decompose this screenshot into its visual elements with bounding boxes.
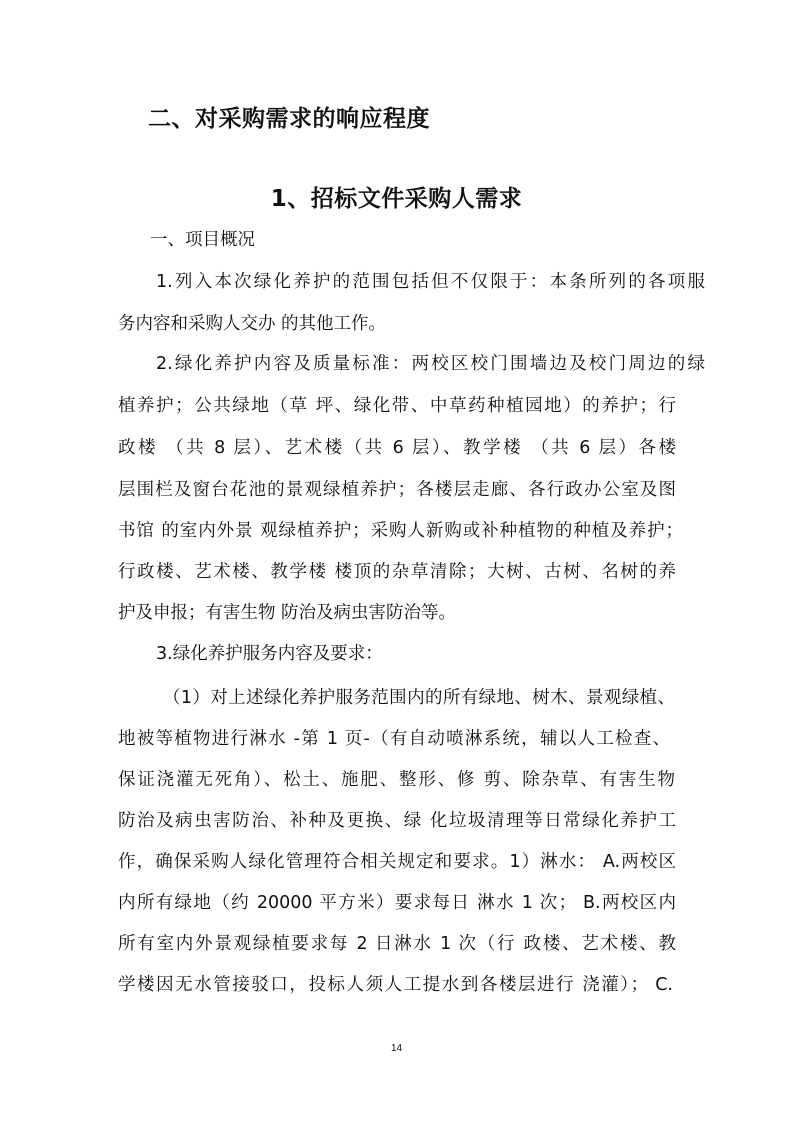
text-line: 务内容和采购人交办 的其他工作。 — [118, 314, 387, 334]
text-line: 层围栏及窗台花池的景观绿植养护；各楼层走廊、各行政办公室及图 — [118, 480, 676, 500]
text-line: 行政楼、艺术楼、教学楼 楼顶的杂草清除；大树、古树、名树的养 — [118, 562, 676, 582]
text-line: 2.绿化养护内容及质量标准：两校区校门围墙边及校门周边的绿 — [156, 354, 705, 374]
text-line: 防治及病虫害防治、补种及更换、绿 化垃圾清理等日常绿化养护工 — [118, 811, 676, 831]
text-line: 所有室内外景观绿植要求每 2 日淋水 1 次（行 政楼、艺术楼、教 — [118, 934, 676, 954]
section-title: 二、对采购需求的响应程度 — [148, 106, 430, 132]
text-line: 3.绿化养护服务内容及要求： — [156, 644, 383, 664]
text-line: 一、项目概况 — [150, 230, 255, 250]
text-line: 护及申报；有害生物 防治及病虫害防治等。 — [118, 603, 457, 623]
text-line: 地被等植物进行淋水 -第 1 页-（有自动喷淋系统，辅以人工检查、 — [118, 729, 670, 749]
sub-title: 1、招标文件采购人需求 — [270, 186, 523, 212]
page-number: 14 — [390, 1043, 403, 1054]
text-line: 1.列入本次绿化养护的范围包括但不仅限于：本条所列的各项服 — [156, 272, 705, 292]
text-line: 植养护；公共绿地（草 坪、绿化带、中草药种植园地）的养护；行 — [118, 396, 676, 416]
text-line: 书馆 的室内外景 观绿植养护；采购人新购或补种植物的种植及养护； — [118, 521, 683, 541]
text-line: 作，确保采购人绿化管理符合相关规定和要求。1）淋水： A.两校区 — [118, 852, 676, 872]
text-line: 保证浇灌无死角）、松土、施肥、整形、修 剪、除杂草、有害生物 — [118, 770, 675, 790]
text-line: 政楼 （共 8 层）、艺术楼（共 6 层）、教学楼 （共 6 层）各楼 — [118, 438, 676, 458]
text-line: （1）对上述绿化养护服务范围内的所有绿地、树木、景观绿植、 — [163, 688, 675, 708]
text-line: 学楼因无水管接驳口，投标人须人工提水到各楼层进行 浇灌）； C. — [118, 975, 673, 995]
text-line: 内所有绿地（约 20000 平方米）要求每日 淋水 1 次； B.两校区内 — [118, 893, 676, 913]
